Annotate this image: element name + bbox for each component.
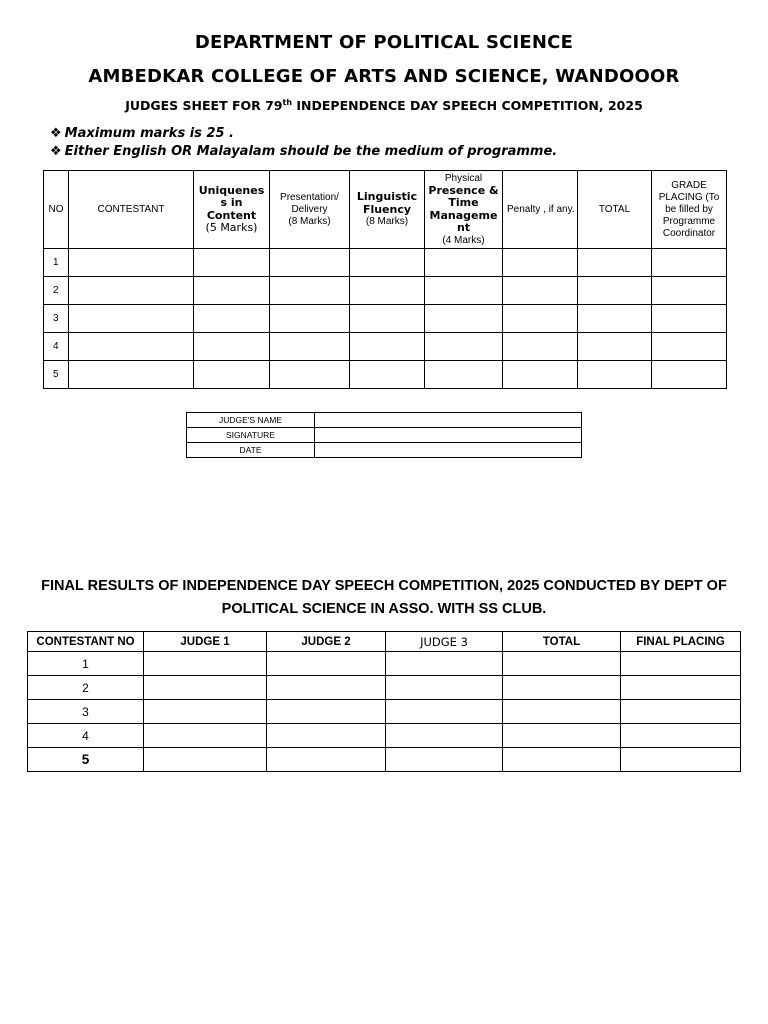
- instruction-item: [50, 125, 557, 143]
- date-label: DATE: [187, 443, 315, 458]
- instruction-text: Either English OR Malayalam should be the medium of programme.: [64, 144, 558, 159]
- cell-presentation[interactable]: [270, 249, 350, 277]
- table-header-row: [28, 632, 741, 652]
- cell-final-placing[interactable]: [621, 700, 741, 724]
- cell-uniqueness[interactable]: [194, 305, 270, 333]
- column-header-grade: GRADE PLACING (To be filled by Programme Coordinator: [652, 171, 727, 249]
- linguistic-label: Linguistic Fluency: [356, 190, 418, 216]
- cell-judge3[interactable]: [386, 700, 503, 724]
- instruction-item: [50, 143, 557, 161]
- table-row: [28, 748, 741, 772]
- table-row: [44, 249, 727, 277]
- cell-judge3[interactable]: [386, 652, 503, 676]
- date-field[interactable]: [315, 443, 582, 458]
- cell-penalty[interactable]: [503, 305, 578, 333]
- cell-grade[interactable]: [652, 361, 727, 389]
- column-header-final-placing: FINAL PLACING: [621, 632, 741, 652]
- cell-penalty[interactable]: [503, 277, 578, 305]
- cell-physical[interactable]: [425, 249, 503, 277]
- table-row: [28, 724, 741, 748]
- cell-total[interactable]: [578, 333, 652, 361]
- cell-judge2[interactable]: [267, 700, 386, 724]
- cell-physical[interactable]: [425, 277, 503, 305]
- cell-total[interactable]: [503, 724, 621, 748]
- signature-label: SIGNATURE: [187, 428, 315, 443]
- cell-judge3[interactable]: [386, 676, 503, 700]
- column-header-contestant: CONTESTANT: [69, 171, 194, 249]
- cell-contestant[interactable]: [69, 249, 194, 277]
- cell-final-placing[interactable]: [621, 652, 741, 676]
- cell-physical[interactable]: [425, 361, 503, 389]
- signature-row: [187, 428, 582, 443]
- table-row: [44, 361, 727, 389]
- row-number: 2: [44, 277, 69, 305]
- cell-total[interactable]: [503, 676, 621, 700]
- row-number: 5: [44, 361, 69, 389]
- cell-total[interactable]: [503, 700, 621, 724]
- cell-contestant[interactable]: [69, 277, 194, 305]
- signature-row: [187, 413, 582, 428]
- cell-uniqueness[interactable]: [194, 249, 270, 277]
- instructions-list: [50, 125, 557, 161]
- column-header-presentation: [270, 171, 350, 249]
- cell-uniqueness[interactable]: [194, 333, 270, 361]
- cell-penalty[interactable]: [503, 249, 578, 277]
- contestant-number: 5: [28, 748, 144, 772]
- cell-presentation[interactable]: [270, 277, 350, 305]
- column-header-linguistic: [350, 171, 425, 249]
- cell-total[interactable]: [578, 361, 652, 389]
- judge-name-field[interactable]: [315, 413, 582, 428]
- cell-linguistic[interactable]: [350, 305, 425, 333]
- cell-grade[interactable]: [652, 249, 727, 277]
- cell-judge2[interactable]: [267, 748, 386, 772]
- cell-uniqueness[interactable]: [194, 361, 270, 389]
- cell-physical[interactable]: [425, 305, 503, 333]
- table-row: [28, 676, 741, 700]
- contestant-number: 2: [28, 676, 144, 700]
- presentation-marks: (8 Marks): [288, 215, 331, 227]
- column-header-uniqueness: [194, 171, 270, 249]
- cell-total[interactable]: [578, 277, 652, 305]
- contestant-number: 3: [28, 700, 144, 724]
- row-number: 4: [44, 333, 69, 361]
- cell-judge1[interactable]: [144, 652, 267, 676]
- cell-judge1[interactable]: [144, 676, 267, 700]
- sheet-title-superscript: th: [282, 98, 293, 107]
- cell-presentation[interactable]: [270, 333, 350, 361]
- sheet-title: [0, 98, 768, 113]
- column-header-judge1: JUDGE 1: [144, 632, 267, 652]
- judge-name-label: JUDGE'S NAME: [187, 413, 315, 428]
- cell-judge3[interactable]: [386, 748, 503, 772]
- row-number: 1: [44, 249, 69, 277]
- linguistic-marks: (8 Marks): [365, 216, 409, 227]
- cell-presentation[interactable]: [270, 305, 350, 333]
- cell-judge3[interactable]: [386, 724, 503, 748]
- cell-penalty[interactable]: [503, 333, 578, 361]
- cell-linguistic[interactable]: [350, 249, 425, 277]
- diamond-bullet-icon: ❖: [50, 144, 62, 159]
- cell-total[interactable]: [578, 305, 652, 333]
- judge-signature-table: [186, 412, 582, 458]
- college-title: AMBEDKAR COLLEGE OF ARTS AND SCIENCE, WANDOOOR: [88, 66, 680, 87]
- cell-linguistic[interactable]: [350, 361, 425, 389]
- diamond-bullet-icon: ❖: [50, 126, 62, 141]
- signature-field[interactable]: [315, 428, 582, 443]
- column-header-contestant-no: CONTESTANT NO: [28, 632, 144, 652]
- table-row: [44, 333, 727, 361]
- cell-penalty[interactable]: [503, 361, 578, 389]
- cell-final-placing[interactable]: [621, 724, 741, 748]
- cell-grade[interactable]: [652, 333, 727, 361]
- table-row: [44, 305, 727, 333]
- physical-label-top: Physical: [444, 172, 483, 184]
- physical-marks: (4 Marks): [442, 234, 485, 246]
- column-header-total: TOTAL: [578, 171, 652, 249]
- cell-judge2[interactable]: [267, 676, 386, 700]
- cell-grade[interactable]: [652, 277, 727, 305]
- cell-total[interactable]: [503, 652, 621, 676]
- column-header-penalty: Penalty , if any.: [503, 171, 578, 249]
- cell-contestant[interactable]: [69, 305, 194, 333]
- contestant-number: 4: [28, 724, 144, 748]
- sheet-title-suffix: INDEPENDENCE DAY SPEECH COMPETITION, 2025: [292, 98, 643, 114]
- column-header-judge2: JUDGE 2: [267, 632, 386, 652]
- cell-contestant[interactable]: [69, 361, 194, 389]
- sheet-title-prefix: JUDGES SHEET FOR 79: [125, 98, 283, 114]
- column-header-judge3: JUDGE 3: [386, 632, 503, 652]
- signature-row: [187, 443, 582, 458]
- cell-linguistic[interactable]: [350, 333, 425, 361]
- instruction-text: Maximum marks is 25 .: [64, 126, 234, 141]
- column-header-physical: [425, 171, 503, 249]
- cell-judge1[interactable]: [144, 724, 267, 748]
- cell-linguistic[interactable]: [350, 277, 425, 305]
- cell-physical[interactable]: [425, 333, 503, 361]
- column-header-total: TOTAL: [503, 632, 621, 652]
- row-number: 3: [44, 305, 69, 333]
- cell-final-placing[interactable]: [621, 676, 741, 700]
- cell-judge2[interactable]: [267, 724, 386, 748]
- cell-uniqueness[interactable]: [194, 277, 270, 305]
- table-header-row: [44, 171, 727, 249]
- department-title: DEPARTMENT OF POLITICAL SCIENCE: [194, 32, 574, 53]
- cell-contestant[interactable]: [69, 333, 194, 361]
- physical-label: Presence & Time Manageme nt: [428, 183, 499, 234]
- contestant-number: 1: [28, 652, 144, 676]
- cell-judge2[interactable]: [267, 652, 386, 676]
- presentation-label: Presentation/ Delivery: [280, 191, 339, 215]
- cell-final-placing[interactable]: [621, 748, 741, 772]
- table-row: [28, 700, 741, 724]
- table-row: [44, 277, 727, 305]
- cell-judge1[interactable]: [144, 700, 267, 724]
- column-header-no: NO: [44, 171, 69, 249]
- cell-judge1[interactable]: [144, 748, 267, 772]
- uniqueness-label: Uniquenes s in Content: [198, 183, 265, 222]
- cell-total[interactable]: [578, 249, 652, 277]
- table-row: [28, 652, 741, 676]
- judge-score-table: [43, 170, 727, 389]
- final-results-table: [27, 631, 741, 772]
- cell-presentation[interactable]: [270, 361, 350, 389]
- cell-total[interactable]: [503, 748, 621, 772]
- final-results-title: FINAL RESULTS OF INDEPENDENCE DAY SPEECH COMPETITION, 2025 CONDUCTED BY DEPT OF POLITICAL SCIENCE IN ASSO. WITH SS CLUB.: [41, 578, 727, 617]
- uniqueness-marks: (5 Marks): [205, 221, 258, 234]
- cell-grade[interactable]: [652, 305, 727, 333]
